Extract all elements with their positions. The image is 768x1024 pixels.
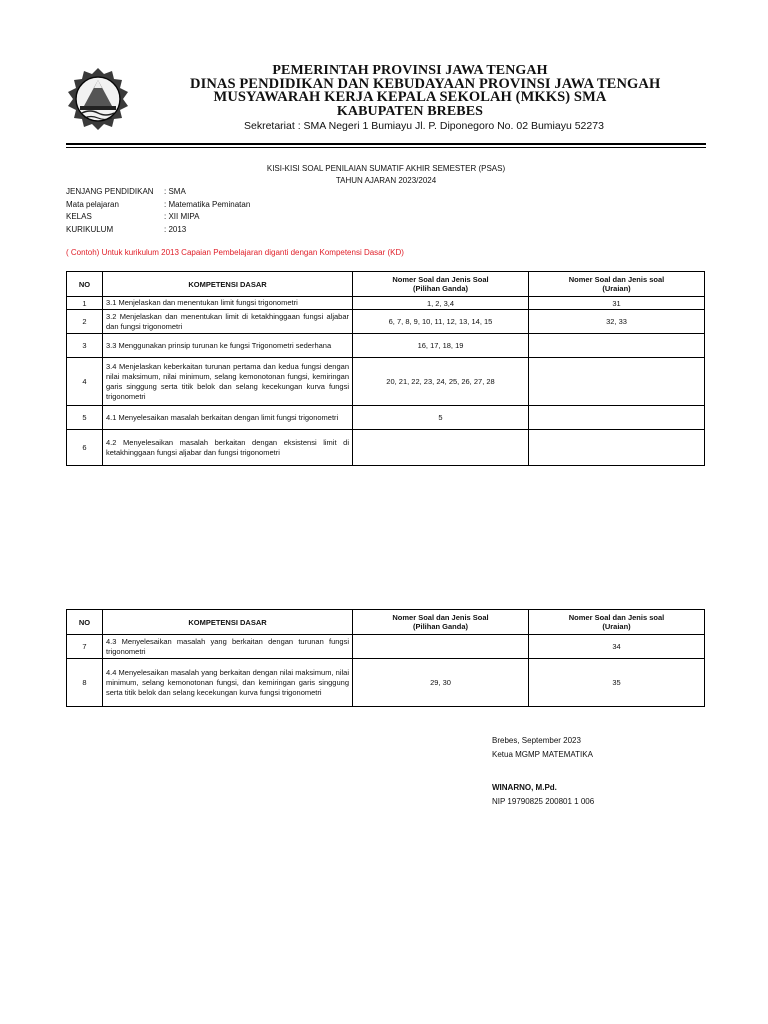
table-header-row [67, 610, 705, 635]
table-row [67, 406, 705, 430]
document-title: KISI-KISI SOAL PENILAIAN SUMATIF AKHIR SEMESTER (PSAS) [266, 164, 506, 173]
row-uraian [529, 358, 705, 406]
row-kompetensi: 4.3 Menyelesaikan masalah yang berkaitan dengan turunan fungsi trigonometri [103, 635, 353, 659]
row-uraian: 32, 33 [529, 310, 705, 334]
table-row [67, 334, 705, 358]
jawa-tengah-emblem-icon [64, 66, 132, 134]
header-pg-line-1: Nomer Soal dan Jenis Soal [392, 275, 489, 284]
header-pilihan-ganda [353, 610, 529, 635]
meta-key: KELAS [66, 212, 92, 221]
header-ur-line-1: Nomer Soal dan Jenis soal [568, 613, 665, 622]
table-row [67, 297, 705, 310]
row-uraian: 35 [529, 659, 705, 707]
document-meta [66, 186, 250, 236]
meta-key: Mata pelajaran [66, 199, 119, 209]
row-kompetensi: 4.2 Menyelesaikan masalah berkaitan dengan eksistensi limit di ketakhinggaan fungsi aljabar dan fungsi trigonometri [103, 430, 353, 466]
document-subtitle: TAHUN AJARAN 2023/2024 [335, 176, 437, 185]
row-no: 5 [67, 406, 103, 430]
table-row [67, 635, 705, 659]
row-no: 6 [67, 430, 103, 466]
row-uraian: 34 [529, 635, 705, 659]
kompetensi-table-1 [66, 271, 705, 466]
row-uraian [529, 334, 705, 358]
row-uraian: 31 [529, 297, 705, 310]
row-pilihan-ganda: 6, 7, 8, 9, 10, 11, 12, 13, 14, 15 [353, 310, 529, 334]
header-kompetensi: KOMPETENSI DASAR [103, 272, 353, 297]
row-pilihan-ganda: 5 [353, 406, 529, 430]
row-pilihan-ganda: 16, 17, 18, 19 [353, 334, 529, 358]
row-pilihan-ganda: 20, 21, 22, 23, 24, 25, 26, 27, 28 [353, 358, 529, 406]
header-no: NO [67, 272, 103, 297]
row-no: 4 [67, 358, 103, 406]
curriculum-note: ( Contoh) Untuk kurikulum 2013 Capaian Pembelajaran diganti dengan Kompetensi Dasar (KD) [66, 248, 404, 257]
header-kompetensi: KOMPETENSI DASAR [103, 610, 353, 635]
signature-name: WINARNO, M.Pd. [492, 783, 557, 792]
row-kompetensi: 3.1 Menjelaskan dan menentukan limit fungsi trigonometri [103, 297, 353, 310]
letterhead-rule-thick [66, 143, 706, 145]
row-no: 2 [67, 310, 103, 334]
meta-key: JENJANG PENDIDIKAN [66, 187, 154, 196]
letterhead-line-4: KABUPATEN BREBES [336, 103, 484, 119]
table-row [67, 430, 705, 466]
header-uraian [529, 610, 705, 635]
meta-key: KURIKULUM [66, 224, 114, 234]
header-pilihan-ganda [353, 272, 529, 297]
letterhead [190, 63, 661, 119]
row-no: 3 [67, 334, 103, 358]
row-pilihan-ganda [353, 430, 529, 466]
meta-row [66, 211, 250, 224]
row-uraian [529, 406, 705, 430]
row-kompetensi: 3.2 Menjelaskan dan menentukan limit di ketakhinggaan fungsi aljabar dan fungsi trigonometri [103, 310, 353, 334]
row-kompetensi: 3.3 Menggunakan prinsip turunan ke fungsi Trigonometri sederhana [103, 334, 353, 358]
row-kompetensi: 3.4 Menjelaskan keberkaitan turunan pertama dan kedua fungsi dengan nilai maksimum, nilai minimum, selang kemonotonan fungsi, kemiringan garis singgung serta titik belok dan selang kecekungan kurva fungsi trigonometri [103, 358, 353, 406]
signature-role: Ketua MGMP MATEMATIKA [492, 750, 593, 759]
row-no: 8 [67, 659, 103, 707]
row-kompetensi: 4.1 Menyelesaikan masalah berkaitan dengan limit fungsi trigonometri [103, 406, 353, 430]
table-header-row [67, 272, 705, 297]
meta-value: : XII MIPA [164, 212, 200, 221]
row-pilihan-ganda [353, 635, 529, 659]
table-row [67, 358, 705, 406]
header-no: NO [67, 610, 103, 635]
header-ur-line-1: Nomer Soal dan Jenis soal [568, 275, 665, 284]
table-row [67, 659, 705, 707]
row-no: 1 [67, 297, 103, 310]
header-pg-line-2: (Pilihan Ganda) [412, 284, 468, 293]
meta-value: : Matematika Peminatan [164, 199, 251, 209]
meta-value: : SMA [164, 187, 186, 196]
row-uraian [529, 430, 705, 466]
letterhead-line-2: DINAS PENDIDIKAN DAN KEBUDAYAAN PROVINSI JAWA TENGAH [190, 75, 661, 92]
header-pg-line-2: (Pilihan Ganda) [412, 622, 468, 631]
letterhead-address: Sekretariat : SMA Negeri 1 Bumiayu Jl. P. Diponegoro No. 02 Bumiayu 52273 [244, 120, 604, 132]
meta-value: : 2013 [164, 224, 187, 234]
header-uraian [529, 272, 705, 297]
row-no: 7 [67, 635, 103, 659]
signature-nip: NIP 19790825 200801 1 006 [492, 797, 595, 806]
table-row [67, 310, 705, 334]
signature-place-date: Brebes, September 2023 [492, 736, 581, 745]
kompetensi-table-2 [66, 609, 705, 707]
letterhead-line-1: PEMERINTAH PROVINSI JAWA TENGAH [272, 63, 548, 78]
meta-row [66, 186, 250, 199]
header-ur-line-2: (Uraian) [602, 622, 631, 631]
row-pilihan-ganda: 29, 30 [353, 659, 529, 707]
header-ur-line-2: (Uraian) [602, 284, 631, 293]
row-pilihan-ganda: 1, 2, 3,4 [353, 297, 529, 310]
meta-row [66, 224, 250, 237]
meta-row [66, 199, 250, 212]
letterhead-line-3: MUSYAWARAH KERJA KEPALA SEKOLAH (MKKS) SMA [213, 89, 607, 105]
row-kompetensi: 4.4 Menyelesaikan masalah yang berkaitan dengan nilai maksimum, nilai minimum, selang kemonotonan fungsi, dan kemiringan garis singgung serta titik belok dan selang kecekungan kurva fungsi trigonometri [103, 659, 353, 707]
header-pg-line-1: Nomer Soal dan Jenis Soal [392, 613, 489, 622]
letterhead-rule-thin [66, 147, 706, 148]
